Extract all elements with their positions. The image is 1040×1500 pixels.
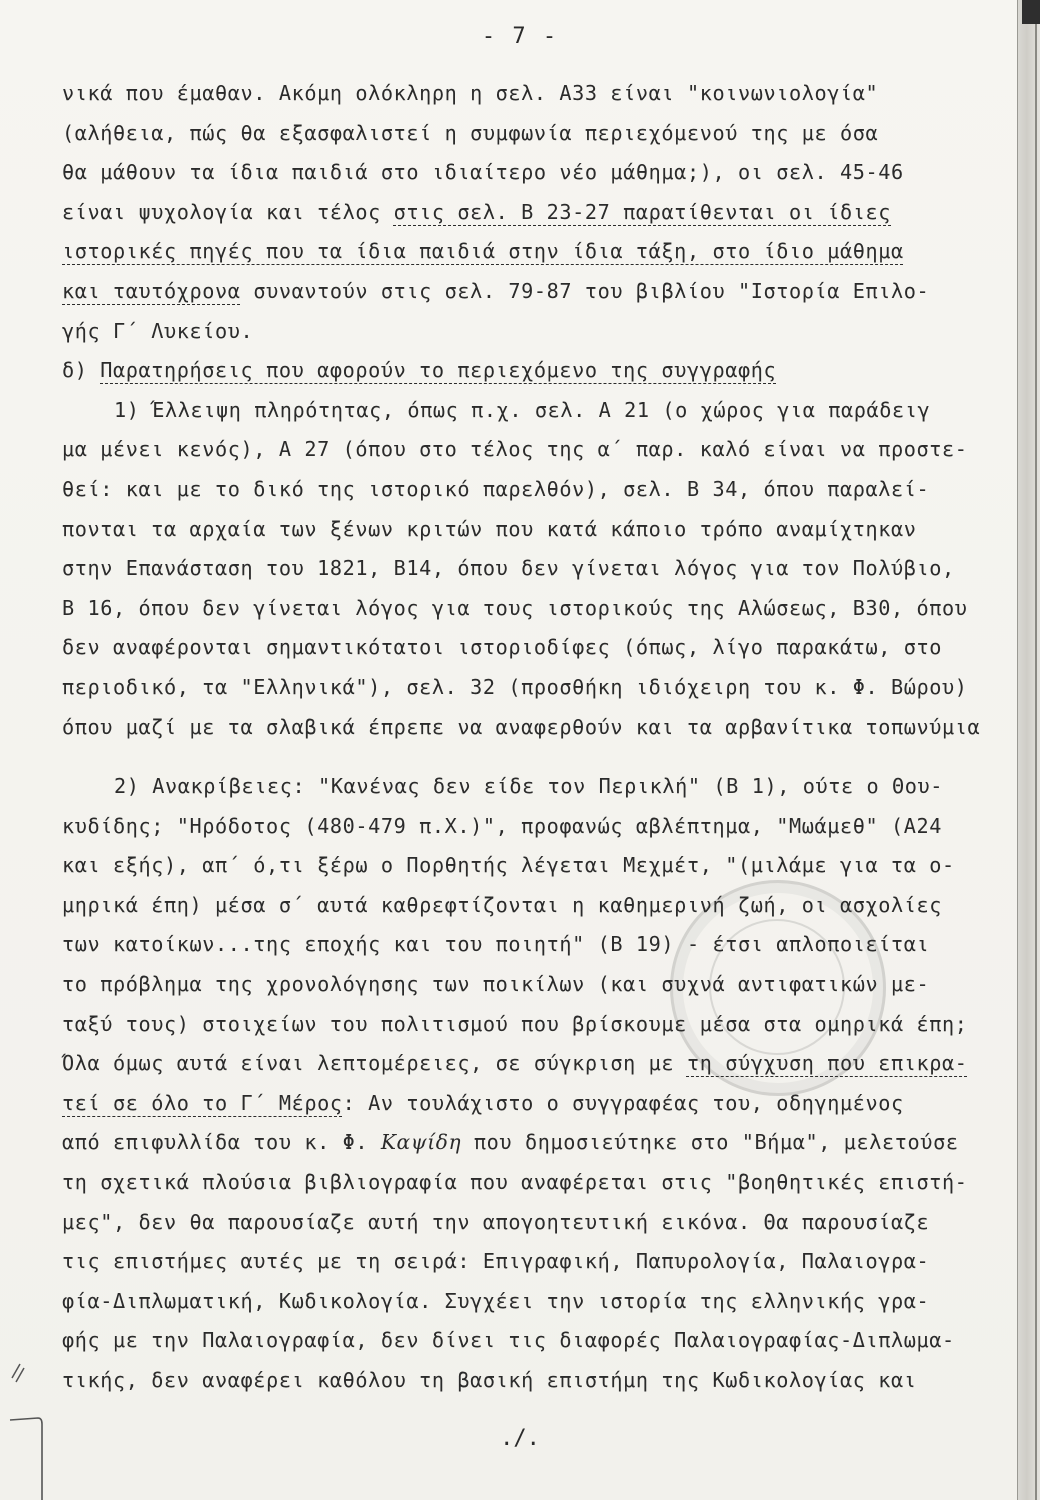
text-line: τις επιστήμες αυτές με τη σειρά: Επιγραφική, Παπυρολογία, Παλαιογρα- bbox=[62, 1249, 930, 1274]
underlined-text: τεί σε όλο το Γ΄ Μέρος bbox=[62, 1090, 343, 1115]
body-text bbox=[62, 74, 1012, 1401]
text-line: μηρικά έπη) μέσα σ΄ αυτά καθρεφτίζονται η καθημερινή ζωή, οι ασχολίες bbox=[62, 892, 943, 917]
text-line: γής Γ΄ Λυκείου. bbox=[62, 318, 254, 343]
text-line: στην Επανάσταση του 1821, Β14, όπου δεν γίνεται λόγος για τον Πολύβιο, bbox=[62, 556, 955, 581]
text-line: το πρόβλημα της χρονολόγησης των ποικίλων (και συχνά αντιφατικών με- bbox=[62, 972, 930, 997]
page-number: - 7 - bbox=[481, 24, 559, 49]
text-line: περιοδικό, τα "Ελληνικά"), σελ. 32 (προσθήκη ιδιόχειρη του κ. Φ. Βώρου) bbox=[62, 674, 968, 699]
text-line: τικής, δεν αναφέρει καθόλου τη βασική επιστήμη της Κωδικολογίας και bbox=[62, 1368, 917, 1392]
underlined-text: στις σελ. Β 23-27 παρατίθενται οι ίδιες bbox=[393, 199, 892, 224]
text-line: και εξής), απ΄ ό,τι ξέρω ο Πορθητής λέγεται Μεχμέτ, "(μιλάμε για τα ο- bbox=[62, 853, 955, 878]
text-line: Όλα όμως αυτά είναι λεπτομέρειες, σε σύγκριση με τη σύγχυση που επικρα- bbox=[62, 1051, 968, 1076]
continuation-mark: ./. bbox=[500, 1426, 540, 1451]
text-line: όπου μαζί με τα σλαβικά έπρεπε να αναφερθούν και τα αρβανίτικα τοπωνύμια bbox=[62, 714, 981, 739]
text-line: μα μένει κενός), Α 27 (όπου στο τέλος της α΄ παρ. καλό είναι να προστε- bbox=[62, 437, 968, 462]
text-line: δεν αναφέρονται σημαντικότατοι ιστοριοδίφες (όπως, λίγο παρακάτω, στο bbox=[62, 635, 943, 660]
text-line: φία-Διπλωματική, Κωδικολογία. Συγχέει την ιστορία της ελληνικής γρα- bbox=[62, 1288, 930, 1313]
text-line: νικά που έμαθαν. Ακόμη ολόκληρη η σελ. Α33 είναι "κοινωνιολογία" bbox=[62, 81, 879, 105]
text-line: Β 16, όπου δεν γίνεται λόγος για τους ιστορικούς της Αλώσεως, Β30, όπου bbox=[62, 595, 968, 620]
text-line: φής με την Παλαιογραφία, δεν δίνει τις διαφορές Παλαιογραφίας-Διπλωμα- bbox=[62, 1328, 955, 1353]
text-line: και ταυτόχρονα συναντούν στις σελ. 79-87 του βιβλίου "Ιστορία Επιλο- bbox=[62, 278, 930, 303]
underlined-text: τη σύγχυση που επικρα- bbox=[686, 1051, 968, 1076]
text-line: τεί σε όλο το Γ΄ Μέρος: Αν τουλάχιστο ο συγγραφέας του, οδηγημένος bbox=[62, 1090, 904, 1115]
text-line: είναι ψυχολογία και τέλος στις σελ. Β 23-27 παρατίθενται οι ίδιες bbox=[62, 199, 892, 224]
page-edge bbox=[1017, 0, 1040, 1500]
text-line: θεί: και με το δικό της ιστορικό παρελθόν), σελ. Β 34, όπου παραλεί- bbox=[62, 476, 930, 501]
text-line: μες", δεν θα παρουσίαζε αυτή την απογοητευτική εικόνα. Θα παρουσίαζε bbox=[62, 1209, 930, 1234]
handwritten-name: Καψίδη bbox=[380, 1130, 462, 1155]
underlined-text: και ταυτόχρονα bbox=[62, 278, 241, 303]
text-line: 2) Ανακρίβειες: "Κανένας δεν είδε τον Περικλή" (Β 1), ούτε ο Θου- bbox=[114, 774, 944, 799]
text-line: (αλήθεια, πώς θα εξασφαλιστεί η συμφωνία περιεχόμενού της με όσα bbox=[62, 120, 879, 145]
text-line: των κατοίκων...της εποχής και του ποιητή" (Β 19) - έτσι απλοποιείται bbox=[62, 932, 930, 957]
text-line: κυδίδης; "Ηρόδοτος (480-479 π.Χ.)", προφανώς αβλέπτημα, "Μωάμεθ" (Α24 bbox=[62, 813, 943, 838]
underlined-heading: Παρατηρήσεις που αφορούν το περιεχόμενο της συγγραφής bbox=[100, 358, 777, 383]
text-line: τη σχετικά πλούσια βιβλιογραφία που αναφέρεται στις "βοηθητικές επιστή- bbox=[62, 1170, 968, 1195]
text-line: πονται τα αρχαία των ξένων κριτών που κατά κάποιο τρόπο αναμίχτηκαν bbox=[62, 516, 917, 541]
paragraph-gap bbox=[62, 747, 1012, 767]
section-heading: δ) Παρατηρήσεις που αφορούν το περιεχόμενο της συγγραφής bbox=[62, 358, 777, 383]
text-line: από επιφυλλίδα του κ. Φ. Καψίδη που δημοσιεύτηκε στο "Βήμα", μελετούσε bbox=[62, 1130, 959, 1155]
corner-mark bbox=[1022, 0, 1040, 24]
text-line: θα μάθουν τα ίδια παιδιά στο ιδιαίτερο νέο μάθημα;), οι σελ. 45-46 bbox=[62, 160, 904, 185]
text-line: ιστορικές πηγές που τα ίδια παιδιά στην ίδια τάξη, στο ίδιο μάθημα bbox=[62, 239, 904, 264]
text-line: ταξύ τους) στοιχείων του πολιτισμού που βρίσκουμε μέσα στα ομηρικά έπη; bbox=[62, 1011, 968, 1036]
text-line: 1) Έλλειψη πληρότητας, όπως π.χ. σελ. Α 21 (ο χώρος για παράδειγ bbox=[114, 397, 931, 422]
